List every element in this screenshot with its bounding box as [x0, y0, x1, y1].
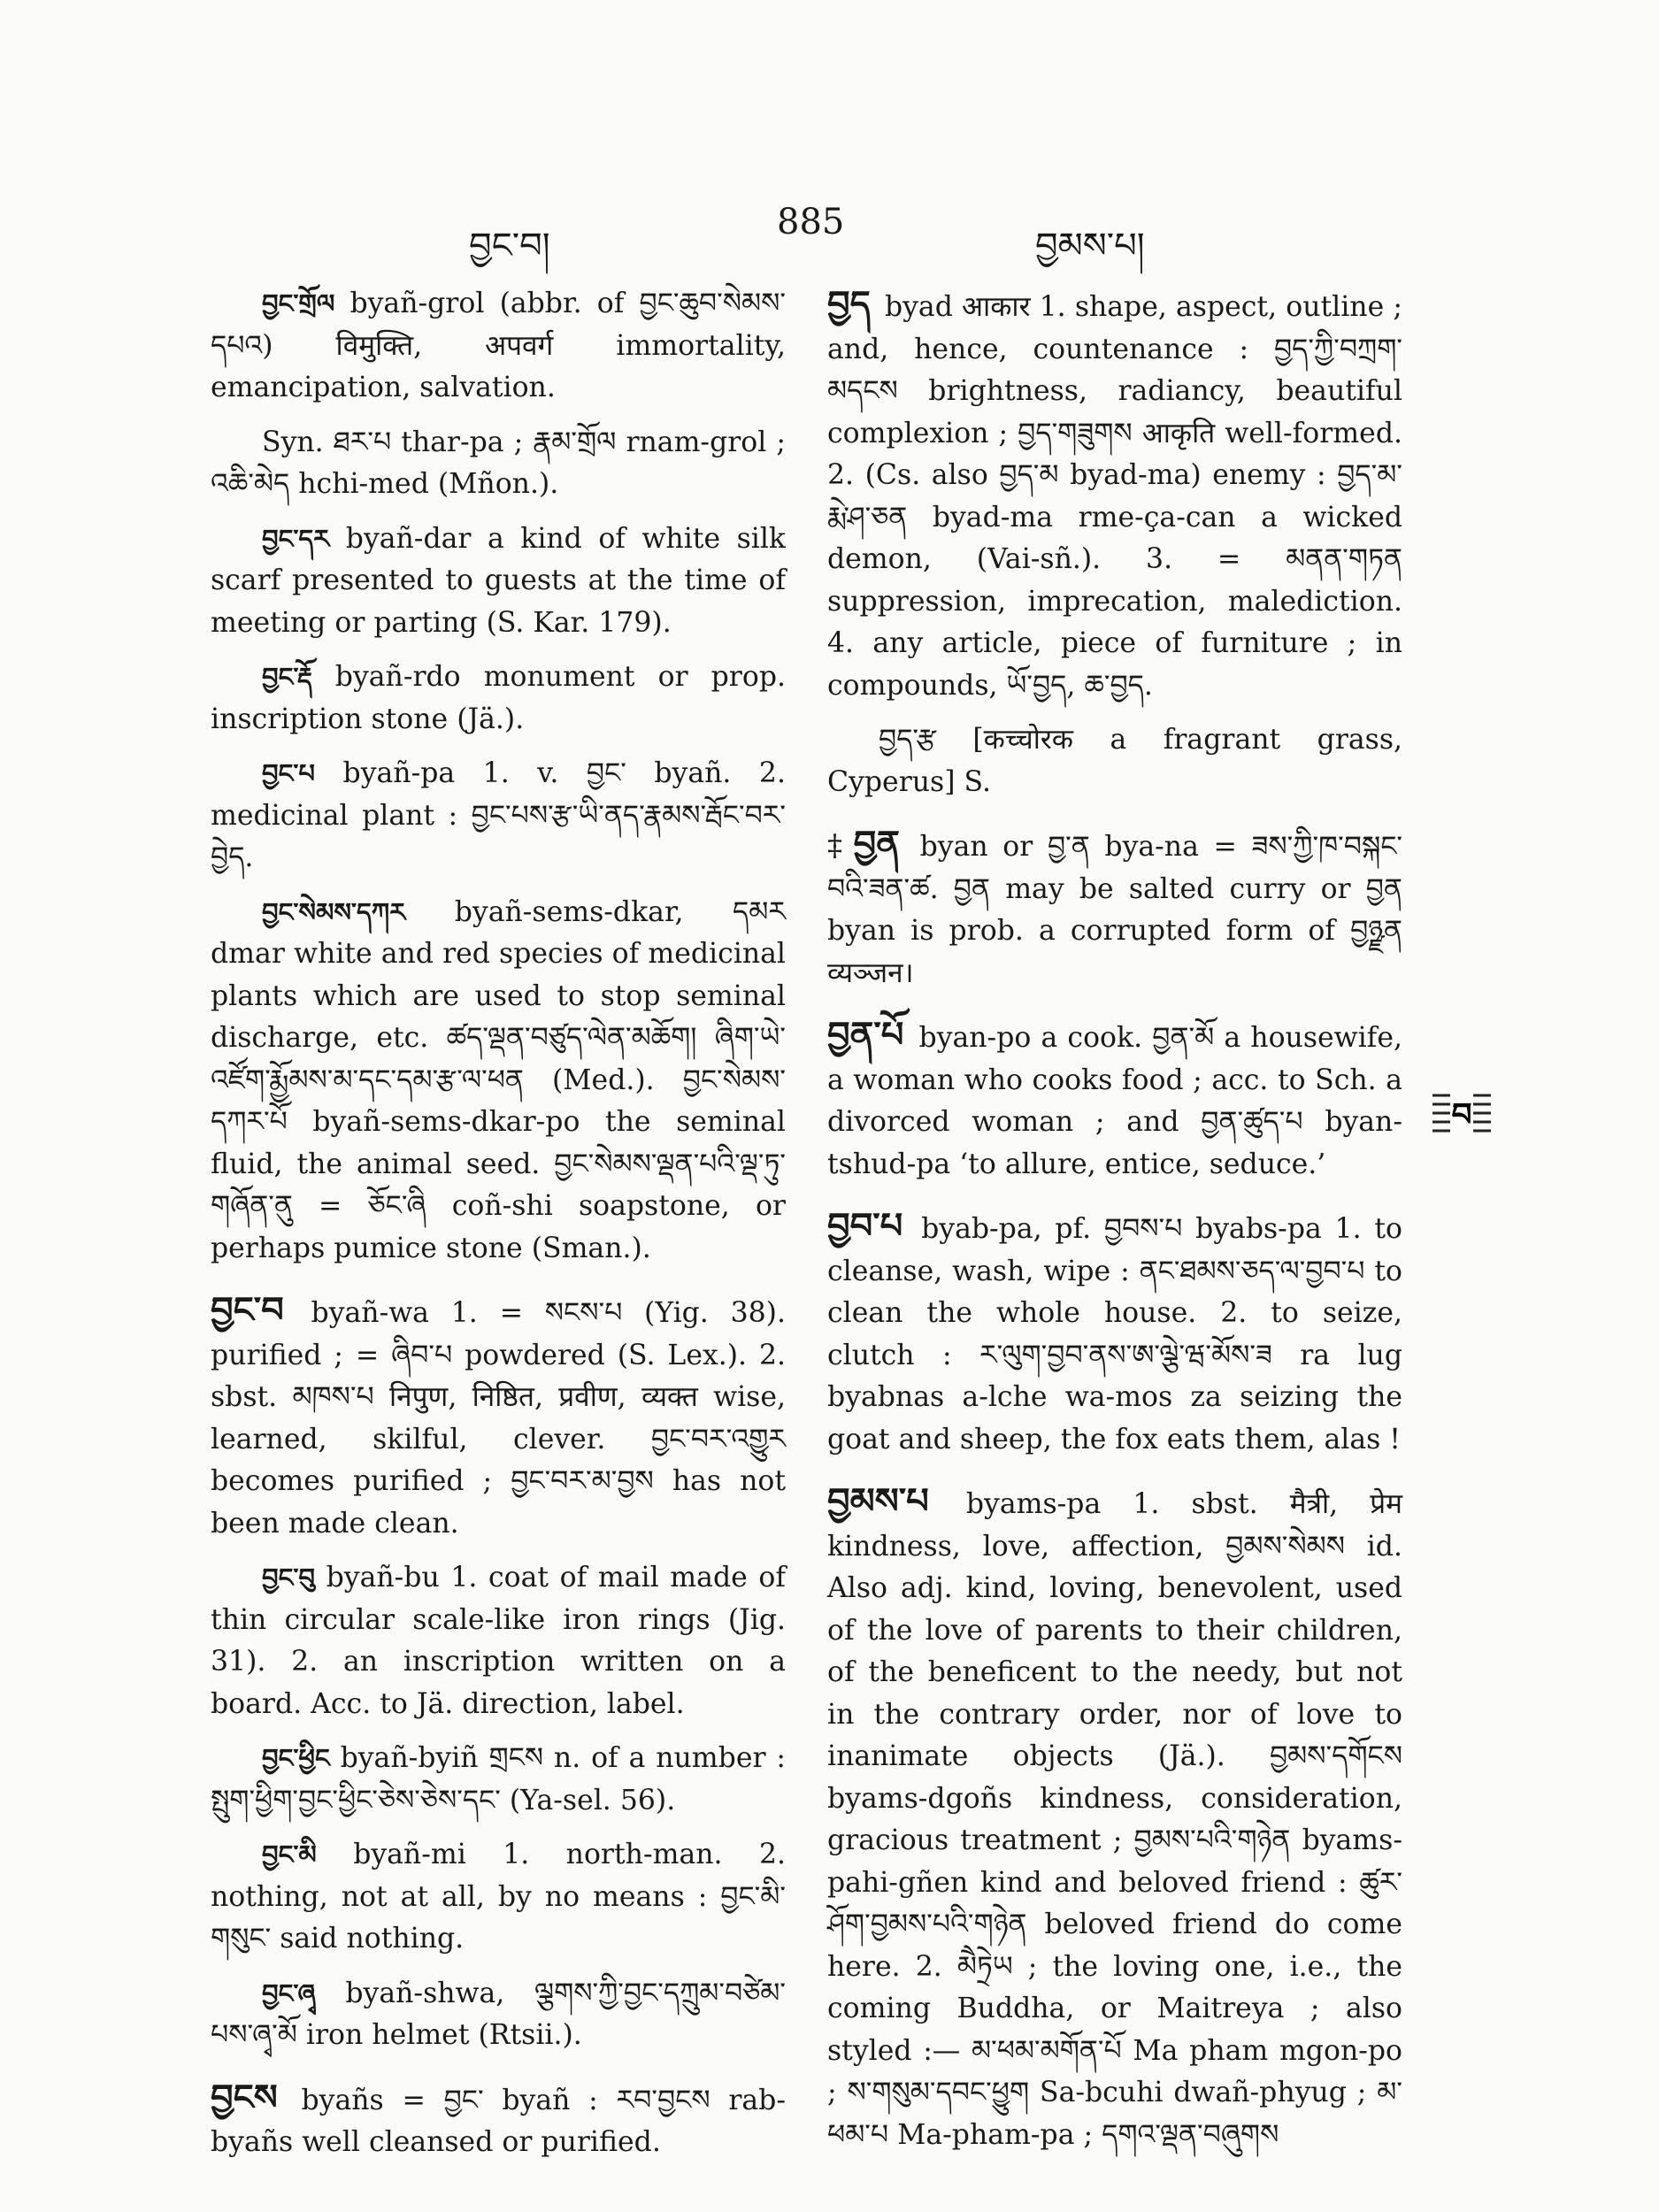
entry-text: byan or བྱ་ན bya-na = ཟས་ཀྱི་ཁ་བསྐང་བའི་ཟན་ཚ. བྱན may be salted curry or བྱན byan is prob. a corrupted form of བྱཉྫན व्यञ्जन।	[827, 831, 1402, 989]
thumb-index-tab	[1431, 1087, 1493, 1140]
entry-text: byan-po a cook. བྱན་མོ a housewife, a woman who cooks food ; acc. to Sch. a divorced woman ; and བྱན་ཚུད་པ byan-tshud-pa ‘to allure, entice, seduce.’	[827, 1022, 1402, 1180]
dictionary-entry	[827, 283, 1402, 707]
headword: བྱང་མི	[262, 1839, 317, 1870]
dictionary-entry	[827, 1014, 1402, 1186]
entry-text: byañ-bu 1. coat of mail made of thin circular scale-like iron rings (Jig. 31). 2. an inscription written on a board. Acc. to Jä. direction, label.	[211, 1562, 786, 1720]
dictionary-entry	[211, 2077, 786, 2164]
headword: བྱང་བུ	[262, 1563, 316, 1593]
entry-text: byañ-wa 1. = སངས་པ (Yig. 38). purified ; = ཞིབ་པ powdered (S. Lex.). 2. sbst. མཁས་པ निपुण, निष्ठित, प्रवीण, व्यक्त wise, learned, skilful, clever. བྱང་བར་འགྱུར becomes purified ; བྱང་བར་མ་བྱས has not been made clean.	[211, 1297, 786, 1540]
headword: བྱང་ཞྭ	[262, 1978, 316, 2008]
entry-text: Syn. ཐར་པ thar-pa ; རྣམ་གྲོལ rnam-grol ; འཆི་མེད hchi-med (Mñon.).	[211, 426, 786, 500]
headword: བྱན་པོ	[827, 1014, 904, 1056]
entry-text: byad आकार 1. shape, aspect, outline ; and, hence, countenance : བྱད་ཀྱི་བཀྲག་མདངས brightness, radiancy, beautiful complexion ; བྱད་གཟུགས आकृति well-formed. 2. (Cs. also བྱད་མ byad-ma) enemy : བྱད་མ་རྨེ་ཤ་ཅན byad-ma rme-ça-can a wicked demon, (Vai-sñ.). 3. = མནན་གཏན suppression, imprecation, malediction. 4. any article, piece of furniture ; in compounds, ཡོ་བྱད, ཆ་བྱད.	[827, 291, 1402, 702]
entry-text: བྱད་རྩ [कच्चोरक a fragrant grass, Cyperus] S.	[827, 724, 1402, 798]
dictionary-entry	[211, 1289, 786, 1545]
headword: བྱང་གྲོལ	[262, 288, 335, 319]
dictionary-entry	[211, 283, 786, 410]
entry-text: byañs = བྱང་ byañ : རབ་བྱངས rab-byañs well cleansed or purified.	[211, 2084, 786, 2158]
entry-text: byañ-shwa, ལྕགས་ཀྱི་བྱང་དཀྲུམ་བཙེམ་པས་ཞྭ་མོ iron helmet (Rtsii.).	[211, 1977, 786, 2051]
entry-text: byañ-byiñ གྲངས n. of a number : སྤུག་ཕྱིག་བྱང་ཕྱིང་ཅེས་ཅེས་དང་ (Ya-sel. 56).	[211, 1742, 786, 1816]
dictionary-entry	[827, 1480, 1402, 2156]
headword: བྱམས་པ	[827, 1480, 929, 1522]
headword: བྱན	[853, 823, 900, 864]
left-column	[211, 283, 786, 2177]
entry-text: byañ-mi 1. north-man. 2. nothing, not at all, by no means : བྱང་མི་གསུང་ said nothing.	[211, 1839, 786, 1955]
headword: བྱངས	[211, 2076, 278, 2118]
dictionary-entry	[211, 518, 786, 645]
headword: བྱང་རྡོ	[262, 662, 312, 692]
dictionary-entry	[211, 753, 786, 879]
headword: བྱང་སེམས་དཀར	[262, 896, 406, 927]
dictionary-entry	[827, 719, 1402, 803]
dagger-mark: ‡	[827, 828, 849, 864]
right-column	[827, 283, 1402, 2169]
dictionary-entry	[211, 422, 786, 506]
headword: བྱང་བ	[211, 1289, 284, 1331]
headword: བྱབ་པ	[827, 1205, 903, 1247]
entry-text: byams-pa 1. sbst. मैत्री, प्रेम kindness, love, affection, བྱམས་སེམས id. Also adj. kind, loving, benevolent, used of the love of parents to their children, of the beneficent to the needy, but not in the contrary order, nor of love to inanimate objects (Jä.). བྱམས་དགོངས byams-dgoñs kindness, consideration, gracious treatment ; བྱམས་པའི་གཉེན byams-pahi-gñen kind and beloved friend : ཚུར་ཤོག་བྱམས་པའི་གཉེན beloved friend do come here. 2. མཻཏྲེཡ ; the loving one, i.e., the coming Buddha, or Maitreya ; also styled :— མ་ཕམ་མགོན་པོ Ma pham mgon-po ; ས་གསུམ་དབང་ཕྱུག Sa-bcuhi dwañ-phyug ; མ་ཕམ་པ Ma-pham-pa ; དགའ་ལྡན་བཞུགས	[827, 1488, 1402, 2151]
headword: བྱང་པ	[262, 758, 316, 788]
dictionary-entry	[827, 823, 1402, 995]
headword: བྱང་ཕྱིང	[262, 1743, 330, 1773]
entry-text: byañ-grol (abbr. of བྱང་ཆུབ་སེམས་དཔའ) विमुक्ति, अपवर्ग immortality, emancipation, salvation.	[211, 288, 786, 403]
header-right-word: བྱམས་པ།	[1035, 226, 1145, 266]
dictionary-entry	[211, 657, 786, 741]
entry-text: byañ-sems-dkar, དམར dmar white and red species of medicinal plants which are used to stop seminal discharge, etc. ཚད་ལྡན་བཙུད་ལེན་མཆོག། ཞིག་ཡེ་འཛོག་རྨྱོམས་མ་དང་དམ་རྩ་ལ་ཕན (Med.). བྱང་སེམས་དཀར་པོ byañ-sems-dkar-po the seminal fluid, the animal seed. བྱང་སེམས་ལྡན་པའི་ལྡ་ཏུ་གཞོན་ནུ = ཅོང་ཞི coñ-shi soapstone, or perhaps pumice stone (Sman.).	[211, 895, 786, 1264]
page-number: 885	[777, 202, 845, 242]
headword: བྱད	[827, 283, 871, 325]
dictionary-entry	[211, 892, 786, 1271]
dictionary-entry	[211, 1738, 786, 1822]
dictionary-entry	[211, 1973, 786, 2057]
entry-text: byab-pa, pf. བྱབས་པ byabs-pa 1. to cleanse, wash, wipe : ནང་ཐམས་ཅད་ལ་བྱབ་པ to clean the whole house. 2. to seize, clutch : ར་ལུག་བྱབ་ནས་ཨ་ལྕེ་ཝ་མོས་ཟ ra lug byabnas a-lche wa-mos za seizing the goat and sheep, the fox eats them, alas !	[827, 1213, 1402, 1455]
dictionary-entry	[211, 1834, 786, 1961]
header-left-word: བྱང་བ།	[469, 226, 550, 266]
headword: བྱང་དར	[262, 523, 330, 554]
entry-text: byañ-rdo monument or prop. inscription stone (Jä.).	[211, 661, 786, 735]
page-header	[0, 202, 1659, 266]
entry-text: byañ-dar a kind of white silk scarf presented to guests at the time of meeting or parting (S. Kar. 179).	[211, 522, 786, 639]
thumb-index-letter: བ	[1451, 1097, 1472, 1133]
entry-text: byañ-pa 1. v. བྱང་ byañ. 2. medicinal plant : བྱང་པས་རྩ་ཡི་ནད་རྣམས་རྦོང་བར་བྱེད.	[211, 757, 786, 873]
dictionary-entry	[211, 1557, 786, 1725]
dictionary-entry	[827, 1205, 1402, 1461]
